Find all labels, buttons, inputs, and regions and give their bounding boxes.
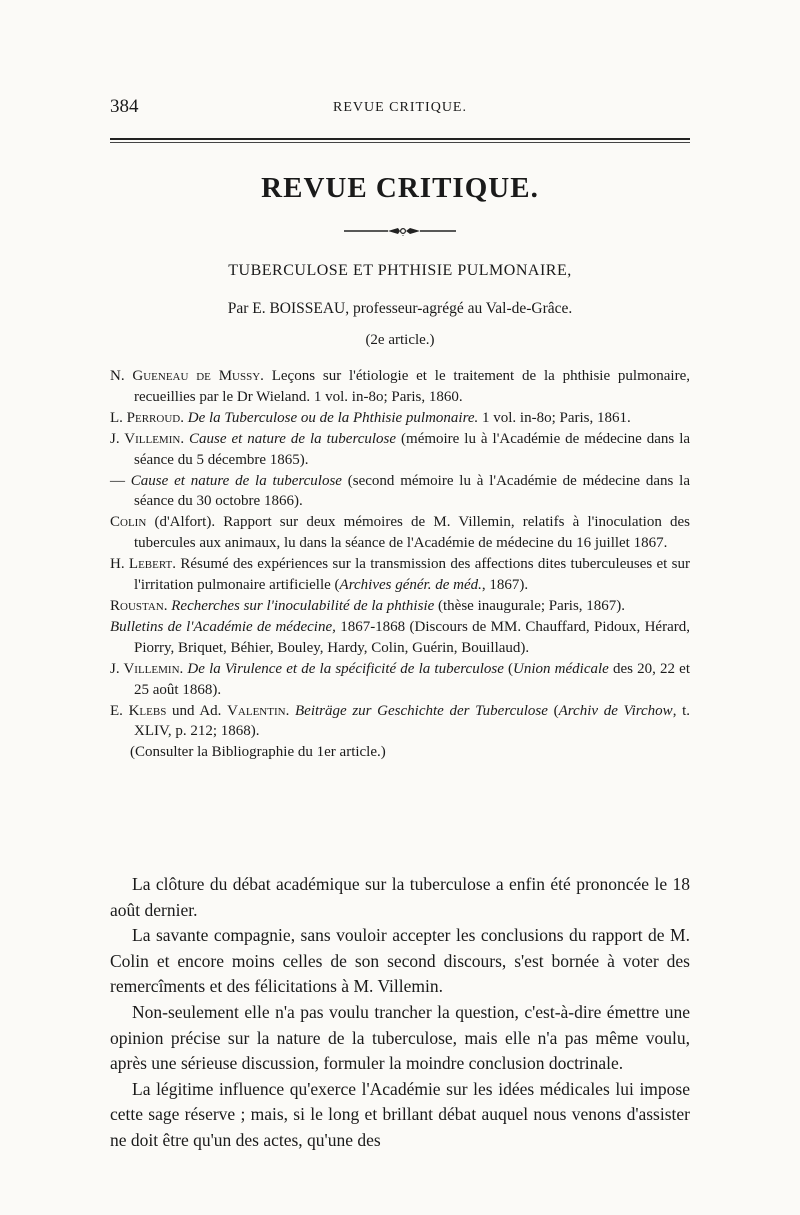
ornament-divider — [340, 226, 460, 236]
bibliography-entry: L. Perroud. De la Tuberculose ou de la Phthisie pulmonaire. 1 vol. in-8o; Paris, 1861. — [110, 409, 631, 426]
bibliography-entry: Colin (d'Alfort). Rapport sur deux mémoires de M. Villemin, relatifs à l'inoculation des tubercules aux animaux, lu dans la séance de l'Académie de médecine du 16 juillet 1867. — [110, 514, 691, 552]
consult-note: (Consulter la Bibliographie du 1er article.) — [130, 744, 386, 761]
paragraph: Non-seulement elle n'a pas voulu trancher la question, c'est-à-dire émettre une opinion précise sur la nature de la tuberculose, mais elle n'a pas même voulu, après une sérieuse discussion, formuler la moindre conclusion doctrinale. — [110, 1001, 690, 1074]
bibliography-entry: E. Klebs und Ad. Valentin. Beiträge zur Geschichte der Tuberculose (Archiv de Virchow, t. XLIV, p. 212; 1868). — [110, 702, 691, 740]
header-rule — [110, 138, 690, 140]
installment-note: (2e article.) — [365, 332, 435, 348]
paragraph: La légitime influence qu'exerce l'Académie sur les idées médicales lui impose cette sage réserve ; mais, si le long et brillant débat auquel nous venons d'assister ne doit être qu'un des actes, qu'une des — [110, 1078, 690, 1150]
paragraph: La clôture du débat académique sur la tuberculose a enfin été prononcée le 18 août dernier. — [110, 874, 690, 920]
section-title: REVUE CRITIQUE. — [261, 172, 539, 204]
bibliography-entry: J. Villemin. De la Virulence et de la spécificité de la tuberculose (Union médicale des 20, 22 et 25 août 1868). — [110, 660, 691, 698]
running-head — [110, 96, 690, 122]
running-title: REVUE CRITIQUE. — [333, 100, 467, 115]
bibliography — [110, 366, 690, 763]
bibliography-entry: N. Gueneau de Mussy. Leçons sur l'étiologie et le traitement de la phthisie pulmonaire, recueillies par le Dr Wieland. 1 vol. in-8o; Paris, 1860. — [110, 368, 690, 405]
paragraph: La savante compagnie, sans vouloir accepter les conclusions du rapport de M. Colin et encore moins celles de son second discours, s'est bornée à voter des remercîments et des félicitations à M. Villemin. — [110, 925, 690, 997]
page-number: 384 — [110, 96, 139, 117]
byline: Par E. BOISSEAU, professeur-agrégé au Val-de-Grâce. — [227, 300, 573, 317]
bibliography-entry: Bulletins de l'Académie de médecine, 1867-1868 (Discours de MM. Chauffard, Pidoux, Hérard, Piorry, Briquet, Béhier, Bouley, Hardy, Colin, Guérin, Bouillaud). — [110, 618, 690, 656]
bibliography-entry: H. Lebert. Résumé des expériences sur la transmission des affections dites tuberculeuses et sur l'irritation pulmonaire artificielle (Archives génér. de méd., 1867). — [110, 556, 690, 594]
article-title: TUBERCULOSE ET PHTHISIE PULMONAIRE, — [228, 262, 572, 279]
bibliography-entry: — Cause et nature de la tuberculose (second mémoire lu à l'Académie de médecine dans la séance du 30 octobre 1866). — [110, 472, 690, 510]
bibliography-entry: Roustan. Recherches sur l'inoculabilité de la phthisie (thèse inaugurale; Paris, 1867). — [110, 597, 626, 614]
header-rule-secondary — [110, 142, 690, 143]
bibliography-entry: J. Villemin. Cause et nature de la tuberculose (mémoire lu à l'Académie de médecine dans la séance du 5 décembre 1865). — [110, 430, 691, 468]
body-text — [110, 872, 690, 1154]
